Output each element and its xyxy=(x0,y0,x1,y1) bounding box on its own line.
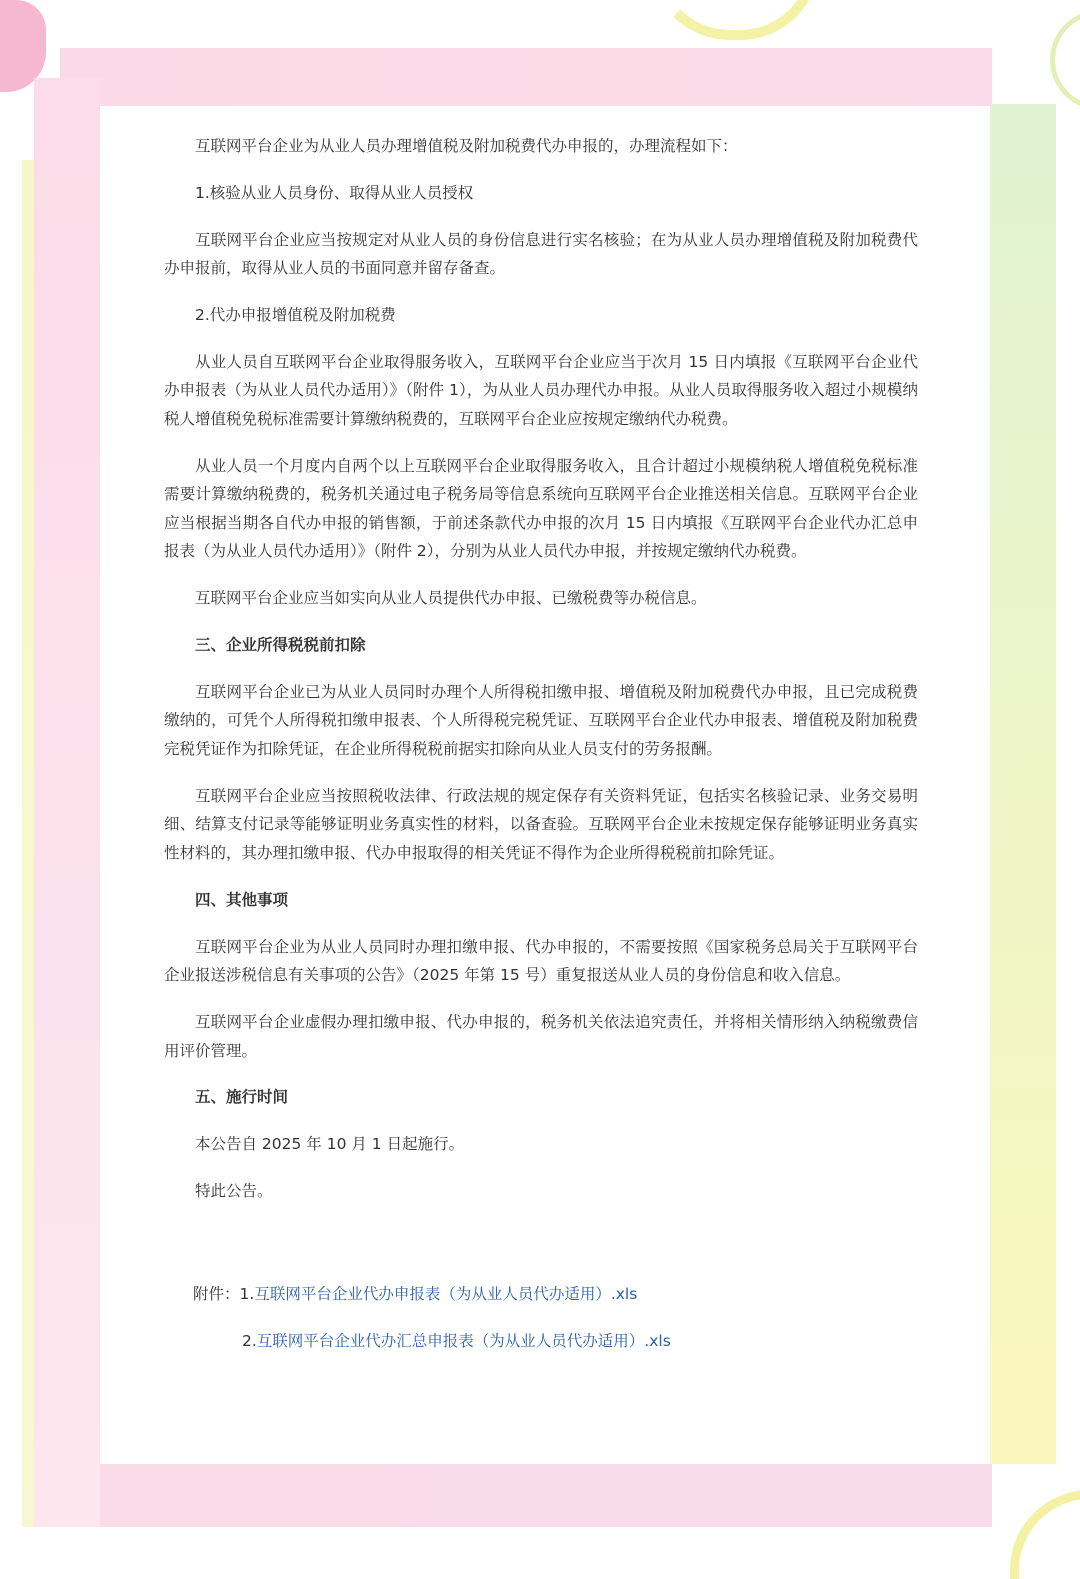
decorative-green-curve xyxy=(1050,10,1080,110)
decorative-green-band-right xyxy=(990,104,1056,1464)
step-1-title: 1.核验从业人员身份、取得从业人员授权 xyxy=(195,183,474,202)
paragraph-effective-date: 本公告自 2025 年 10 月 1 日起施行。 xyxy=(195,1135,465,1154)
paragraph-intro: 互联网平台企业为从业人员办理增值税及附加税费代办申报的，办理流程如下： xyxy=(195,137,738,155)
decorative-pink-band-top xyxy=(60,48,992,110)
section-heading-5: 五、施行时间 xyxy=(195,1088,289,1107)
step-2-title: 2.代办申报增值税及附加税费 xyxy=(195,305,396,324)
paragraph-closing: 特此公告。 xyxy=(195,1181,273,1200)
attachment-2 xyxy=(164,1327,918,1356)
attachment-2-link[interactable]: 互联网平台企业代办汇总申报表（为从业人员代办适用）.xls xyxy=(256,1332,671,1351)
document-page xyxy=(100,106,990,1464)
attachment-prefix: 附件： xyxy=(193,1285,240,1304)
attachment-1-number: 1. xyxy=(239,1285,255,1304)
decorative-pink-band-left xyxy=(34,78,102,1527)
paragraph-provide-info: 互联网平台企业应当如实向从业人员提供代办申报、已缴税费等办税信息。 xyxy=(195,589,707,608)
paragraph-record-keeping: 互联网平台企业应当按照税收法律、行政法规的规定保存有关资料凭证，包括实名核验记录、业务交易明细、结算支付记录等能够证明业务真实性的材料，以备查验。互联网平台企业未按规定保存能够证明业务真实性材料的，其办理扣缴申报、代办申报取得的相关凭证不得作为企业所得税税前扣除凭证。 xyxy=(164,786,918,862)
paragraph-liability: 互联网平台企业虚假办理扣缴申报、代办申报的，税务机关依法追究责任，并将相关情形纳入纳税缴费信用评价管理。 xyxy=(164,1012,918,1060)
paragraph-monthly-filing: 从业人员自互联网平台企业取得服务收入，互联网平台企业应当于次月 15 日内填报《互联网平台企业代办申报表（为从业人员代办适用）》（附件 1），为从业人员办理代办申报。从业人员取得服务收入超过小规模纳税人增值税免税标准需要计算缴纳税费的，互联网平台企业应按规定缴纳代办税费。 xyxy=(164,352,918,428)
section-heading-3: 三、企业所得税税前扣除 xyxy=(195,636,366,655)
paragraph-deduction: 互联网平台企业已为从业人员同时办理个人所得税扣缴申报、增值税及附加税费代办申报，且已完成税费缴纳的，可凭个人所得税扣缴申报表、个人所得税完税凭证、互联网平台企业代办申报表、增值税及附加税费完税凭证作为扣除凭证，在企业所得税税前据实扣除向从业人员支付的劳务报酬。 xyxy=(164,682,918,758)
decorative-pink-band-bottom xyxy=(100,1464,992,1527)
attachment-1-link[interactable]: 互联网平台企业代办申报表（为从业人员代办适用）.xls xyxy=(254,1285,638,1304)
section-heading-4: 四、其他事项 xyxy=(195,890,289,909)
paragraph-no-duplicate: 互联网平台企业为从业人员同时办理扣缴申报、代办申报的，不需要按照《国家税务总局关于互联网平台企业报送涉税信息有关事项的公告》（2025 年第 15 号）重复报送从业人员的身份信息和收入信息。 xyxy=(164,937,918,985)
paragraph-identity-verification: 互联网平台企业应当按规定对从业人员的身份信息进行实名核验；在为从业人员办理增值税及附加税费代办申报前，取得从业人员的书面同意并留存备查。 xyxy=(164,230,918,278)
paragraph-multi-platform: 从业人员一个月度内自两个以上互联网平台企业取得服务收入，且合计超过小规模纳税人增值税免税标准需要计算缴纳税费的，税务机关通过电子税务局等信息系统向互联网平台企业推送相关信息。互联网平台企业应当根据当期各自代办申报的销售额，于前述条款代办申报的次月 15 日内填报《互联网平台企业代办汇总申报表（为从业人员代办适用）》（附件 2），分别为从业人员代办申报，并按规定缴纳代办税费。 xyxy=(164,456,918,561)
decorative-yellow-curve-corner xyxy=(1010,1490,1080,1579)
document-content xyxy=(164,132,918,1374)
decorative-yellow-curve xyxy=(650,0,820,40)
attachment-1 xyxy=(164,1280,918,1309)
attachment-2-number: 2. xyxy=(242,1332,257,1351)
